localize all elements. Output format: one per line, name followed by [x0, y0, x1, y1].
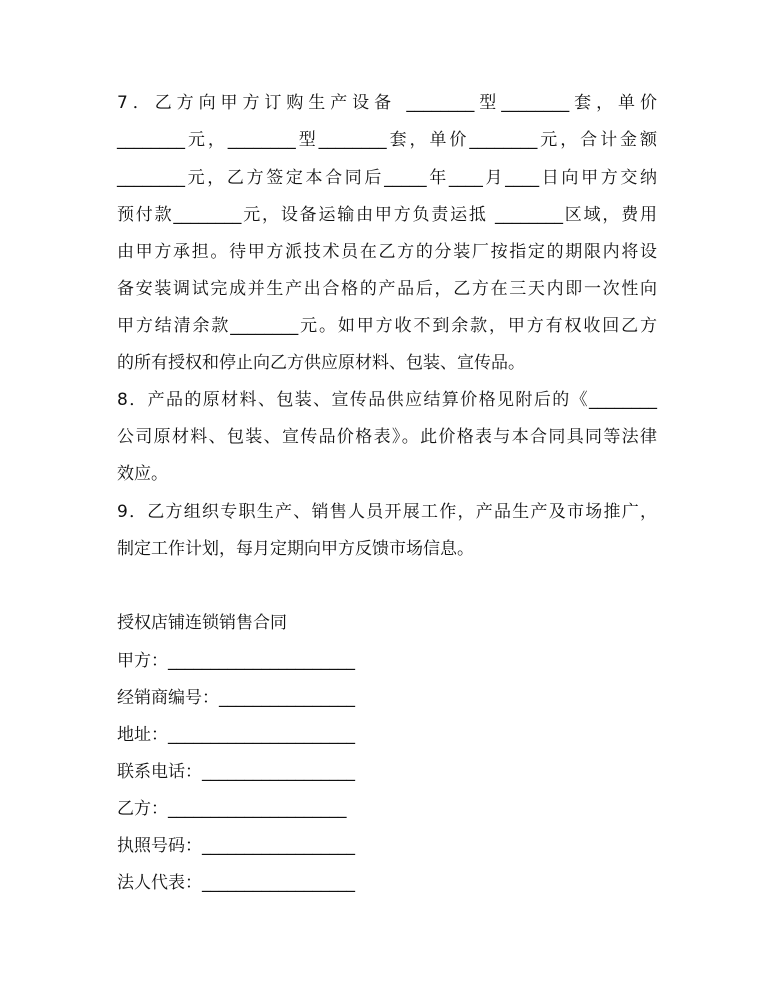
legal-representative-field: 法人代表：__________________ — [117, 873, 355, 893]
clause-7-line-2: ________元，________型________套，单价________元，合计金额 — [117, 130, 657, 150]
dealer-number-field: 经销商编号：________________ — [117, 688, 355, 708]
clause-8-line-3: 效应。 — [117, 464, 168, 484]
clause-7-line-8: 的所有授权和停止向乙方供应原材料、包装、宣传品。 — [117, 353, 525, 373]
phone-field: 联系电话：__________________ — [117, 762, 355, 782]
contract-title: 授权店铺连锁销售合同 — [117, 613, 287, 633]
clause-8-line-2: 公司原材料、包装、宣传品价格表》。此价格表与本合同具同等法律 — [117, 427, 657, 447]
clause-7-line-5: 由甲方承担。待甲方派技术员在乙方的分装厂按指定的期限内将设 — [117, 242, 657, 262]
clause-9-line-2: 制定工作计划，每月定期向甲方反馈市场信息。 — [117, 539, 474, 559]
party-b-field: 乙方：_____________________ — [117, 799, 347, 819]
clause-7-line-6: 备安装调试完成并生产出合格的产品后，乙方在三天内即一次性向 — [117, 279, 657, 299]
address-field: 地址：______________________ — [117, 725, 355, 745]
clause-7-line-7: 甲方结清余款________元。如甲方收不到余款，甲方有权收回乙方 — [117, 316, 657, 336]
clause-7-line-3: ________元，乙方签定本合同后_____年____月____日向甲方交纳 — [117, 168, 657, 188]
clause-9-line-1: 9．乙方组织专职生产、销售人员开展工作，产品生产及市场推广， — [117, 502, 657, 522]
clause-8-line-1: 8．产品的原材料、包装、宣传品供应结算价格见附后的《________ — [117, 390, 657, 410]
clause-7-line-4: 预付款________元，设备运输由甲方负责运抵 ________区域，费用 — [117, 205, 657, 225]
license-number-field: 执照号码：__________________ — [117, 836, 355, 856]
party-a-field: 甲方：______________________ — [117, 651, 355, 671]
clause-7-line-1: 7．乙方向甲方订购生产设备 ________型________套，单价 — [117, 93, 657, 113]
